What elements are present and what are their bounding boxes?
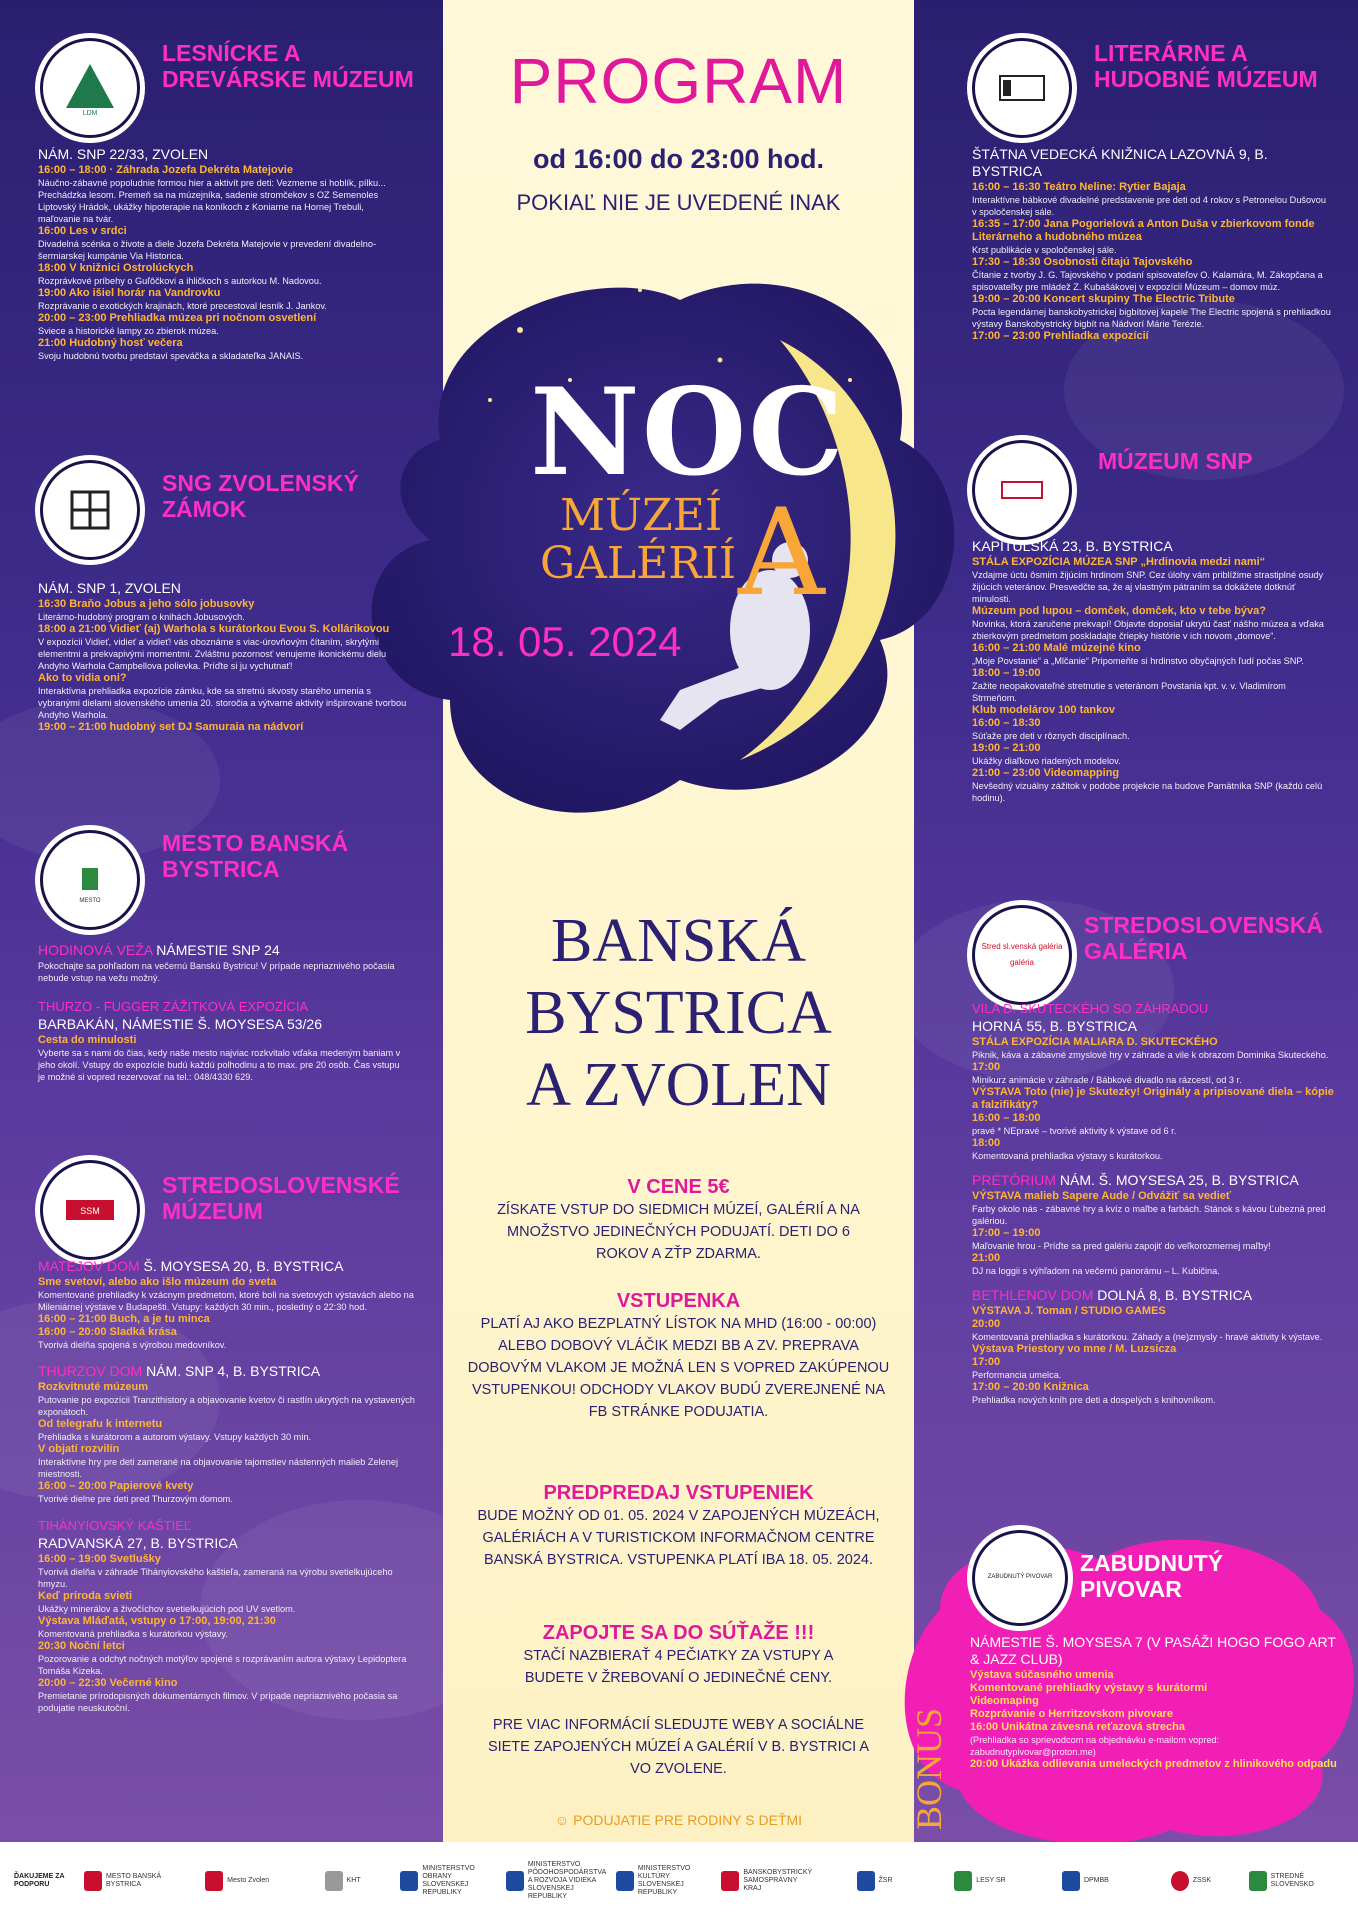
more-info-text: PRE VIAC INFORMÁCIÍ SLEDUJTE WEBY A SOCIÁLNE SIETE ZAPOJENÝCH MÚZEÍ A GALÉRIÍ V B. BYSTRICI A VO ZVOLENE. bbox=[487, 1717, 870, 1777]
event-time: V objatí rozvilín bbox=[38, 1443, 120, 1455]
price-text: ZÍSKATE VSTUP DO SIEDMICH MÚZEÍ, GALÉRIÍ A NA MNOŽSTVO JEDINEČNÝCH PODUJATÍ. DETI DO 6 ROKOV A ZŤP ZDARMA. bbox=[497, 1202, 860, 1262]
sponsor-logo bbox=[400, 1865, 495, 1897]
event-desc: Prehliadka nových kníh pre deti a dospelých s knihovníkom. bbox=[972, 1395, 1216, 1405]
address bbox=[972, 1172, 1342, 1189]
address-highlight: THURZOV DOM bbox=[38, 1363, 143, 1379]
event-desc: Čítanie z tvorby J. G. Tajovského v podaní spisovateľov O. Kalamára, M. Zákopčana a spisovateľky pre mládež Z. Kubašákovej v expozícii Múzeum – domov múz. bbox=[972, 270, 1323, 292]
event-time: Výstava Priestory vo mne / M. Luzsicza bbox=[972, 1343, 1177, 1355]
event-title-a: A bbox=[738, 484, 825, 623]
address-highlight: MATEJOV DOM bbox=[38, 1258, 140, 1274]
sponsor-name: STREDNÉ SLOVENSKO bbox=[1270, 1873, 1314, 1888]
event-desc: Novinka, ktorá zaručene prekvapí! Objavte doposiaľ ukrytú časť nášho múzea a vďaka zbierkovým predmetom poskladajte čriepky histórie v ich novom „domove“. bbox=[972, 619, 1324, 641]
zssk-icon bbox=[1171, 1871, 1189, 1891]
sponsor-name: BANSKOBYSTRICKÝ SAMOSPRÁVNY KRAJ bbox=[743, 1869, 813, 1892]
ticket-title: VSTUPENKA bbox=[616, 1290, 741, 1312]
museum-title-sng: SNG ZVOLENSKÝ ZÁMOK bbox=[162, 470, 359, 522]
event-desc: Súťaže pre deti v rôznych disciplínach. bbox=[972, 731, 1130, 741]
event-desc: Interaktívna prehliadka expozície zámku, kde sa stretnú skvosty starého umenia s vybranými dielami slovenského umenia 20. storočia a výtvarné aktivity inšpirované tvorbou Andyho Warhola. bbox=[38, 686, 407, 720]
presale-section bbox=[443, 1482, 914, 1571]
sponsor-name: Mesto Zvolen bbox=[227, 1877, 270, 1884]
sponsor-name: MESTO BANSKÁ BYSTRICA bbox=[106, 1873, 162, 1888]
pivovar-logo bbox=[972, 1530, 1068, 1626]
museum-block-pivovar bbox=[970, 1634, 1340, 1771]
event-time: 16:00 – 18:00 bbox=[972, 1112, 1041, 1124]
event-time: 19:00 – 20:00 Koncert skupiny The Electric Tribute bbox=[972, 293, 1235, 305]
address: NÁM. SNP 1, ZVOLEN bbox=[38, 580, 181, 596]
zsr-icon bbox=[857, 1871, 875, 1891]
sk-crest-icon bbox=[506, 1871, 524, 1891]
tree-triangle-icon bbox=[60, 58, 120, 118]
event-time: 21:00 bbox=[972, 1252, 1001, 1264]
bonus-line: Videomaping bbox=[970, 1695, 1039, 1707]
event-desc: Komentovaná prehliadka s kurátorkou výstavy. bbox=[38, 1629, 228, 1639]
museum-title-lhm: LITERÁRNE A HUDOBNÉ MÚZEUM bbox=[1094, 40, 1318, 92]
event-time: 16:00 – 18:30 bbox=[972, 717, 1041, 729]
address-highlight: BETHLENOV DOM bbox=[972, 1287, 1094, 1303]
event-time: STÁLA EXPOZÍCIA MÚZEA SNP „Hrdinovia medzi nami“ bbox=[972, 556, 1266, 568]
event-time: 18:00 – 19:00 bbox=[972, 667, 1041, 679]
museum-title-mesto: MESTO BANSKÁ BYSTRICA bbox=[162, 830, 349, 882]
ssm-icon bbox=[60, 1180, 120, 1240]
museum-block-sng bbox=[38, 580, 408, 734]
sponsor-name: MINISTERSTVO PÔDOHOSPODÁRSTVA A ROZVOJA VIDIEKA SLOVENSKEJ REPUBLIKY bbox=[527, 1861, 606, 1900]
event-desc: Tvorivá dielňa spojená s výrobou medovníkov. bbox=[38, 1340, 227, 1350]
bonus-line: Komentované prehliadky výstavy s kurátormi bbox=[970, 1682, 1208, 1694]
event-desc: Performancia umelca. bbox=[972, 1370, 1062, 1380]
sponsor-logo bbox=[932, 1871, 1027, 1891]
event-desc: Prehliadka s kurátorom a autorom výstavy. Vstupy každých 30 min. bbox=[38, 1432, 312, 1442]
lesnicke-muzeum-logo bbox=[40, 38, 140, 138]
kht-icon bbox=[325, 1871, 343, 1891]
event-time: VÝSTAVA Toto (nie) je Skutezky! Originály a pripisované diela – kópie a falzifikáty? bbox=[972, 1086, 1334, 1111]
city-line-3: A ZVOLEN bbox=[526, 1051, 831, 1119]
address-text: RADVANSKÁ 27, B. BYSTRICA bbox=[38, 1535, 238, 1551]
event-time: 19:00 Ako išiel horár na Vandrovku bbox=[38, 287, 221, 299]
ticket-section bbox=[443, 1290, 914, 1423]
sponsor-logo bbox=[84, 1871, 179, 1891]
contest-title: ZAPOJTE SA DO SÚŤAŽE !!! bbox=[542, 1622, 815, 1644]
ssm-logo bbox=[40, 1160, 140, 1260]
address-text: NÁM. SNP 4, B. BYSTRICA bbox=[142, 1363, 321, 1379]
sponsor-name: DPMBB bbox=[1083, 1877, 1109, 1884]
event-desc: Rozprávanie o exotických krajinách, ktoré precestoval lesník J. Jankov. bbox=[38, 301, 327, 311]
lhm-icon bbox=[992, 58, 1052, 118]
event-time: STÁLA EXPOZÍCIA MALIARA D. SKUTECKÉHO bbox=[972, 1036, 1218, 1048]
contest-text: STAČÍ NAZBIERAŤ 4 PEČIATKY ZA VSTUPY A BUDETE V ŽREBOVANÍ O JEDINEČNÉ CENY. bbox=[523, 1648, 834, 1686]
svg-text:MESTO: MESTO bbox=[79, 898, 101, 904]
svg-text:ZABUDNUTÝ PIVOVAR: ZABUDNUTÝ PIVOVAR bbox=[987, 1574, 1053, 1580]
event-time: 20:30 Noční letci bbox=[38, 1640, 125, 1652]
lhm-logo bbox=[972, 38, 1072, 138]
event-time: 18:00 V knižnici Ostrolúckych bbox=[38, 262, 194, 274]
event-time: Výstava Mláďatá, vstupy o 17:00, 19:00, 21:30 bbox=[38, 1615, 276, 1627]
museum-block-lesnicke bbox=[38, 146, 408, 362]
event-desc: Maľovanie hrou - Príďte sa pred galériu zapojiť do veľkorozmernej maľby! bbox=[972, 1241, 1271, 1251]
event-desc: Pozorovanie a odchyt nočných motýľov spojené s rozprávaním autora výstavy Lepidoptera Tomáša Kizeka. bbox=[38, 1654, 407, 1676]
ssg-logo bbox=[972, 905, 1072, 1005]
event-desc: Piknik, káva a zábavné zmyslové hry v záhrade a vile k obrazom Dominika Skuteckého. bbox=[972, 1050, 1329, 1060]
event-desc: Farby okolo nás - zábavné hry a kvíz o maľbe a farbách. Stánok s kávou Ľubezná pred galériou. bbox=[972, 1204, 1326, 1226]
event-desc: Pokochajte sa pohľadom na večernú Banskú Bystricu! V prípade nepriaznivého počasia nebude vstup na vežu možný. bbox=[38, 961, 395, 983]
event-time: 17:00 – 19:00 bbox=[972, 1227, 1041, 1239]
museum-block-lhm bbox=[972, 146, 1332, 343]
event-time: 17:00 bbox=[972, 1356, 1001, 1368]
event-time: 16:00 – 19:00 Svetlušky bbox=[38, 1553, 161, 1565]
sponsor-name: ŽSR bbox=[878, 1877, 893, 1884]
sub-venue-title: THURZO - FUGGER ZÁŽITKOVÁ EXPOZÍCIA bbox=[38, 999, 309, 1014]
sponsor-name: ZSSK bbox=[1192, 1877, 1212, 1884]
event-desc: Tvorivé dielne pre deti pred Thurzovým domom. bbox=[38, 1494, 233, 1504]
event-date: 18. 05. 2024 bbox=[448, 618, 682, 665]
address-text: NÁMESTIE SNP 24 bbox=[152, 942, 280, 958]
event-desc: Nevšedný vizuálny zážitok v podobe projekcie na budove Pamätníka SNP (každú celú hodinu). bbox=[972, 781, 1323, 803]
sk-crest-icon bbox=[400, 1871, 418, 1891]
sponsor-logo bbox=[506, 1861, 606, 1901]
event-time: 16:00 – 21:00 Malé múzejné kino bbox=[972, 642, 1141, 654]
event-desc: Interaktívne bábkové divadelné predstavenie pre deti od 4 rokov s Petronelou Dušovou v spoločenskej sále. bbox=[972, 195, 1326, 217]
address bbox=[38, 942, 408, 959]
address-highlight: TIHÁNYIOVSKÝ KAŠTIEĽ bbox=[38, 1518, 192, 1533]
city-line-2: BYSTRICA bbox=[525, 979, 832, 1047]
event-time: VÝSTAVA J. Toman / STUDIO GAMES bbox=[972, 1305, 1166, 1317]
event-desc: Sviece a historické lampy zo zbierok múzea. bbox=[38, 326, 219, 336]
address-highlight: VILA D. SKUTECKÉHO SO ZÁHRADOU bbox=[972, 1001, 1209, 1016]
sponsor-logo bbox=[1249, 1871, 1344, 1891]
event-title-muzei: MÚZEÍ bbox=[560, 490, 723, 541]
sponsor-name: LESY SR bbox=[976, 1877, 1006, 1884]
address-text: NÁM. Š. MOYSESA 25, B. BYSTRICA bbox=[1056, 1172, 1299, 1188]
sponsor-logo bbox=[827, 1871, 922, 1891]
event-desc: Interaktívne hry pre deti zamerané na objavovanie tajomstiev nástenných malieb Zelenej miestnosti. bbox=[38, 1457, 399, 1479]
event-desc: Komentovaná prehliadka s kurátorkou. Záhady a (ne)zmysly - hravé aktivity k výstave. bbox=[972, 1332, 1323, 1342]
event-time: 16:00 Les v srdci bbox=[38, 225, 127, 237]
museum-block-ssg bbox=[972, 1000, 1342, 1406]
address bbox=[38, 1363, 418, 1380]
address-text: DOLNÁ 8, B. BYSTRICA bbox=[1093, 1287, 1253, 1303]
event-time: Múzeum pod lupou – domček, domček, kto v tebe býva? bbox=[972, 605, 1266, 617]
museum-title-snp: MÚZEUM SNP bbox=[1098, 448, 1253, 474]
address bbox=[38, 1258, 418, 1275]
pivovar-icon bbox=[987, 1548, 1053, 1608]
event-time: 19:00 – 21:00 hudobný set DJ Samuraia na nádvorí bbox=[38, 721, 304, 733]
lesy-icon bbox=[954, 1871, 972, 1891]
event-desc: Divadelná scénka o živote a diele Jozefa Dekréta Matejovie v prevedení divadelno-šermiarskej kumpánie Via Historica. bbox=[38, 239, 377, 261]
bonus-line: Výstava súčasného umenia bbox=[970, 1669, 1114, 1681]
event-time: Klub modelárov 100 tankov bbox=[972, 704, 1116, 716]
museum-title-ssm: STREDOSLOVENSKÉ MÚZEUM bbox=[162, 1172, 400, 1224]
city-line-1: BANSKÁ bbox=[551, 907, 806, 975]
presale-text: BUDE MOŽNÝ OD 01. 05. 2024 V ZAPOJENÝCH MÚZEÁCH, GALÉRIÁCH A V TURISTICKOM INFORMAČNOM CENTRE BANSKÁ BYSTRICA. VSTUPENKA PLATÍ IBA 18. 05. 2024. bbox=[477, 1508, 880, 1568]
event-title-noc: NOC bbox=[530, 362, 846, 503]
bonus-label: BONUS bbox=[909, 1707, 949, 1830]
sponsor-logo bbox=[1143, 1871, 1238, 1891]
event-desc: Putovanie po expozícii Tranzithistory a objavovanie kvetov či rastlín ukrytých na vystavených exponátoch. bbox=[38, 1395, 415, 1417]
museum-title-pivovar: ZABUDNUTÝ PIVOVAR bbox=[1080, 1550, 1224, 1602]
sk-crest-icon bbox=[616, 1871, 634, 1891]
event-desc: Zažite neopakovateľné stretnutie s veteránom Povstania kpt. v. v. Vladimírom Strmeňom. bbox=[972, 681, 1286, 703]
event-time: 17:00 – 20:00 Knižnica bbox=[972, 1381, 1089, 1393]
event-desc: Krst publikácie v spoločenskej sále. bbox=[972, 245, 1117, 255]
mesto-bb-logo bbox=[40, 830, 140, 930]
event-desc: Ukážky minerálov a živočíchov svetielkujúcich pod UV svetlom. bbox=[38, 1604, 296, 1614]
sponsor-name: MINISTERSTVO KULTÚRY SLOVENSKEJ REPUBLIKY bbox=[637, 1865, 691, 1896]
event-desc: DJ na loggii s výhľadom na večernú panorámu – L. Kubičina. bbox=[972, 1266, 1220, 1276]
address: KAPITULSKÁ 23, B. BYSTRICA bbox=[972, 538, 1173, 554]
city-crest-icon bbox=[60, 850, 120, 910]
event-desc: Ukážky diaľkovo riadených modelov. bbox=[972, 756, 1121, 766]
event-desc: Náučno-zábavné popoludnie formou hier a aktivít pre deti: Vezmeme si hoblík, pílku... Prechádzka lesom. Premeň sa na múzejníka, sadenie stromčekov s OZ Semenoles Liptovský Hrádok, ukážky hipoterapie na koníkoch z Koniarne na Hornej Trebuli, maľovanie na tvár. bbox=[38, 178, 386, 224]
event-time: 20:00 – 22:30 Večerné kino bbox=[38, 1677, 178, 1689]
ticket-text: PLATÍ AJ AKO BEZPLATNÝ LÍSTOK NA MHD (16:00 - 00:00) ALEBO DOBOVÝ VLÁČIK MEDZI BB A ZV. PREPRAVA DOBOVÝM VLAKOM JE MOŽNÁ LEN S VOPRED ZAKÚPENOU VSTUPENKOU! ODCHODY VLAKOV BUDÚ ZVEREJNENÉ NA FB STRÁNKE PODUJATIA. bbox=[467, 1316, 890, 1420]
event-time: 16:00 – 16:30 Teátro Neline: Rytier Bajaja bbox=[972, 181, 1186, 193]
contest-section bbox=[443, 1622, 914, 1689]
museum-title-lesnicke: LESNÍCKE A DREVÁRSKE MÚZEUM bbox=[162, 40, 414, 92]
event-time: 16:00 – 20:00 Sladká krása bbox=[38, 1326, 177, 1338]
museum-block-snp bbox=[972, 538, 1332, 804]
svg-text:Stred sl.venská galéria: Stred sl.venská galéria bbox=[981, 942, 1063, 951]
event-time: 16:00 – 20:00 Papierové kvety bbox=[38, 1480, 194, 1492]
event-title-galerii: GALÉRIÍ bbox=[540, 538, 737, 589]
sub-venue-address: BARBAKÁN, NÁMESTIE Š. MOYSESA 53/26 bbox=[38, 1016, 322, 1032]
sponsor-logo bbox=[295, 1871, 390, 1891]
address-text: HORNÁ 55, B. BYSTRICA bbox=[972, 1018, 1137, 1034]
event-time: Rozkvitnuté múzeum bbox=[38, 1381, 149, 1393]
event-time: Ako to vidia oni? bbox=[38, 672, 127, 684]
snp-icon bbox=[992, 460, 1052, 520]
more-info-section bbox=[443, 1714, 914, 1780]
address: ŠTÁTNA VEDECKÁ KNIŽNICA LAZOVNÁ 9, B. BYSTRICA bbox=[972, 146, 1268, 179]
event-time: 21:00 – 23:00 Videomapping bbox=[972, 767, 1120, 779]
presale-title: PREDPREDAJ VSTUPENIEK bbox=[543, 1482, 814, 1504]
sng-grid-icon bbox=[60, 480, 120, 540]
bonus-line: 16:00 Unikátna závesná reťazová strecha bbox=[970, 1721, 1185, 1733]
event-time: 17:00 – 23:00 Prehliadka expozícií bbox=[972, 330, 1149, 342]
svg-text:SSM: SSM bbox=[80, 1206, 100, 1216]
event-time: Keď príroda svieti bbox=[38, 1590, 133, 1602]
event-desc: „Moje Povstanie“ a „Mlčanie“ Pripomeňte si hrdinstvo obyčajných ľudí počas SNP. bbox=[972, 656, 1304, 666]
crest-icon bbox=[205, 1871, 223, 1891]
program-title: PROGRAM bbox=[509, 45, 848, 117]
event-time: Cesta do minulosti bbox=[38, 1034, 137, 1046]
event-desc: pravé * NEpravé – tvorivé aktivity k výstave od 6 r. bbox=[972, 1126, 1177, 1136]
event-desc: Vzdajme úctu ôsmim žijúcim hrdinom SNP. Cez úlohy vám priblížime strastiplné osudy žijúcich veteránov. Presvedčte sa, že aj vlastným pátraním sa dokážete dotknúť minulosti. bbox=[972, 570, 1324, 604]
ssg-icon bbox=[981, 925, 1063, 985]
address: NÁM. SNP 22/33, ZVOLEN bbox=[38, 146, 209, 162]
sponsor-logo bbox=[616, 1865, 711, 1897]
program-hours: od 16:00 do 23:00 hod. bbox=[532, 144, 825, 174]
event-time: 18:00 bbox=[972, 1137, 1001, 1149]
event-time: 20:00 bbox=[972, 1318, 1001, 1330]
family-note-text: PODUJATIE PRE RODINY S DEŤMI bbox=[573, 1812, 803, 1828]
stredne-slovensko-icon bbox=[1249, 1871, 1267, 1891]
event-desc: Svoju hudobnú tvorbu predstaví speváčka a skladateľka JANAIS. bbox=[38, 351, 304, 361]
event-desc: Tvorivá dielňa v záhrade Tihányiovského kaštieľa, zameraná na výrobu svetielkujúceho hmyzu. bbox=[38, 1567, 393, 1589]
event-time: Od telegrafu k internetu bbox=[38, 1418, 163, 1430]
address-highlight: PRÉTÓRIUM bbox=[972, 1172, 1056, 1188]
event-time: VÝSTAVA malieb Sapere Aude / Odvážiť sa vedieť bbox=[972, 1190, 1232, 1202]
sng-logo bbox=[40, 460, 140, 560]
family-note: ☺ PODUJATIE PRE RODINY S DEŤMI bbox=[554, 1812, 803, 1828]
event-time: 16:35 – 17:00 Jana Pogorielová a Anton Duša v zbierkovom fonde Literárneho a hudobného múzea bbox=[972, 218, 1315, 243]
muzeum-snp-logo bbox=[972, 440, 1072, 540]
bonus-line: (Prehliadka so sprievodcom na objednávku e-mailom vopred: zabudnutypivovar@proton.me) bbox=[970, 1735, 1220, 1757]
event-desc: Literárno-hudobný program o knihách Jobusových. bbox=[38, 612, 245, 622]
event-time: 20:00 – 23:00 Prehliadka múzea pri nočnom osvetlení bbox=[38, 312, 317, 324]
sponsor-logo bbox=[189, 1871, 284, 1891]
sponsor-name: KHT bbox=[346, 1877, 361, 1884]
event-desc: Rozprávkové príbehy o Guľôčkovi a ihličkoch s autorkou M. Nadovou. bbox=[38, 276, 322, 286]
sponsor-footer bbox=[0, 1842, 1358, 1920]
event-time: Sme svetoví, alebo ako išlo múzeum do sveta bbox=[38, 1276, 277, 1288]
sponsor-logo bbox=[1038, 1871, 1133, 1891]
svg-text:galéria: galéria bbox=[1009, 958, 1035, 967]
event-desc: Pocta legendárnej banskobystrickej bigbítovej kapele The Electric spojená s prehliadkou výstavy Banskobystrický bigbít na Nádvorí Márie Terézie. bbox=[972, 307, 1331, 329]
event-desc: Premietanie prírodopisných dokumentárnych filmov. V prípade nepriaznivého počasia sa podujatie neuskutoční. bbox=[38, 1691, 398, 1713]
bonus-line: 20:00 Ukážka odlievania umeleckých predmetov z hlinikového odpadu bbox=[970, 1758, 1337, 1770]
event-time: 16:30 Braňo Jobus a jeho sólo jobusovky bbox=[38, 598, 255, 610]
crest-icon bbox=[84, 1871, 102, 1891]
price-title: V CENE 5€ bbox=[627, 1176, 730, 1198]
sponsor-name: MINISTERSTVO OBRANY SLOVENSKEJ REPUBLIKY bbox=[422, 1865, 475, 1896]
event-desc: Minikurz animácie v záhrade / Bábkové divadlo na rázcestí, od 3 r. bbox=[972, 1075, 1242, 1085]
event-desc: Vyberte sa s nami do čias, kedy naše mesto najviac rozkvitalo vďaka medeným baniam v jeho okolí. Vstupy do expozície budú každú polhodinu a to max. pre 20 osôb. Čas vstupu je možné si vopred rezervovať na tel.: 048/4330 629. bbox=[38, 1048, 401, 1082]
museum-block-ssm bbox=[38, 1258, 418, 1714]
svg-text:LDM: LDM bbox=[82, 110, 98, 117]
event-time: 19:00 – 21:00 bbox=[972, 742, 1041, 754]
thanks-label: ĎAKUJEME ZA PODPORU bbox=[14, 1873, 65, 1888]
event-time: 21:00 Hudobný hosť večera bbox=[38, 337, 183, 349]
museum-title-ssg: STREDOSLOVENSKÁ GALÉRIA bbox=[1084, 912, 1323, 964]
address-text: Š. MOYSESA 20, B. BYSTRICA bbox=[139, 1258, 344, 1274]
event-time: 18:00 a 21:00 Vidieť (aj) Warhola s kurátorkou Evou S. Kollárikovou bbox=[38, 623, 390, 635]
event-time: 16:00 – 21:00 Buch, a je tu minca bbox=[38, 1313, 210, 1325]
event-desc: Komentovaná prehliadka výstavy s kurátorkou. bbox=[972, 1151, 1163, 1161]
event-desc: V expozícii Vidieť, vidieť a vidieť! vás oboznáme s viac-úrovňovým čítaním, skrytými elementmi a prekvapivými momentmi. Zvláštnu pozornosť venujeme ikonickému dielu Andyho Warhola Campbellova polievka. Príďte si ju vychutnať! bbox=[38, 637, 387, 671]
region-crest-icon bbox=[721, 1871, 739, 1891]
event-desc: Komentované prehliadky k vzácnym predmetom, ktoré boli na svetových výstavách alebo na Mileniárnej výstave v Budapešti. Vstupy: každých 30 min., posledný o 22:30 hod. bbox=[38, 1290, 414, 1312]
museum-block-mesto bbox=[38, 942, 408, 1083]
city-title bbox=[443, 905, 914, 1121]
address: NÁMESTIE Š. MOYSESA 7 (V PASÁŽI HOGO FOGO ART & JAZZ CLUB) bbox=[970, 1634, 1336, 1667]
dpmbb-icon bbox=[1062, 1871, 1080, 1891]
address bbox=[972, 1287, 1342, 1304]
price-section bbox=[443, 1176, 914, 1265]
program-note: POKIAĽ NIE JE UVEDENÉ INAK bbox=[516, 190, 841, 215]
event-time: 16:00 – 18:00 · Záhrada Jozefa Dekréta Matejovie bbox=[38, 164, 293, 176]
event-time: 17:30 – 18:30 Osobnosti čítajú Tajovského bbox=[972, 256, 1193, 268]
sponsor-logo bbox=[721, 1869, 816, 1893]
address-highlight: HODINOVÁ VEŽA bbox=[38, 942, 153, 958]
bonus-line: Rozprávanie o Herritzovskom pivovare bbox=[970, 1708, 1173, 1720]
event-time: 17:00 bbox=[972, 1061, 1001, 1073]
